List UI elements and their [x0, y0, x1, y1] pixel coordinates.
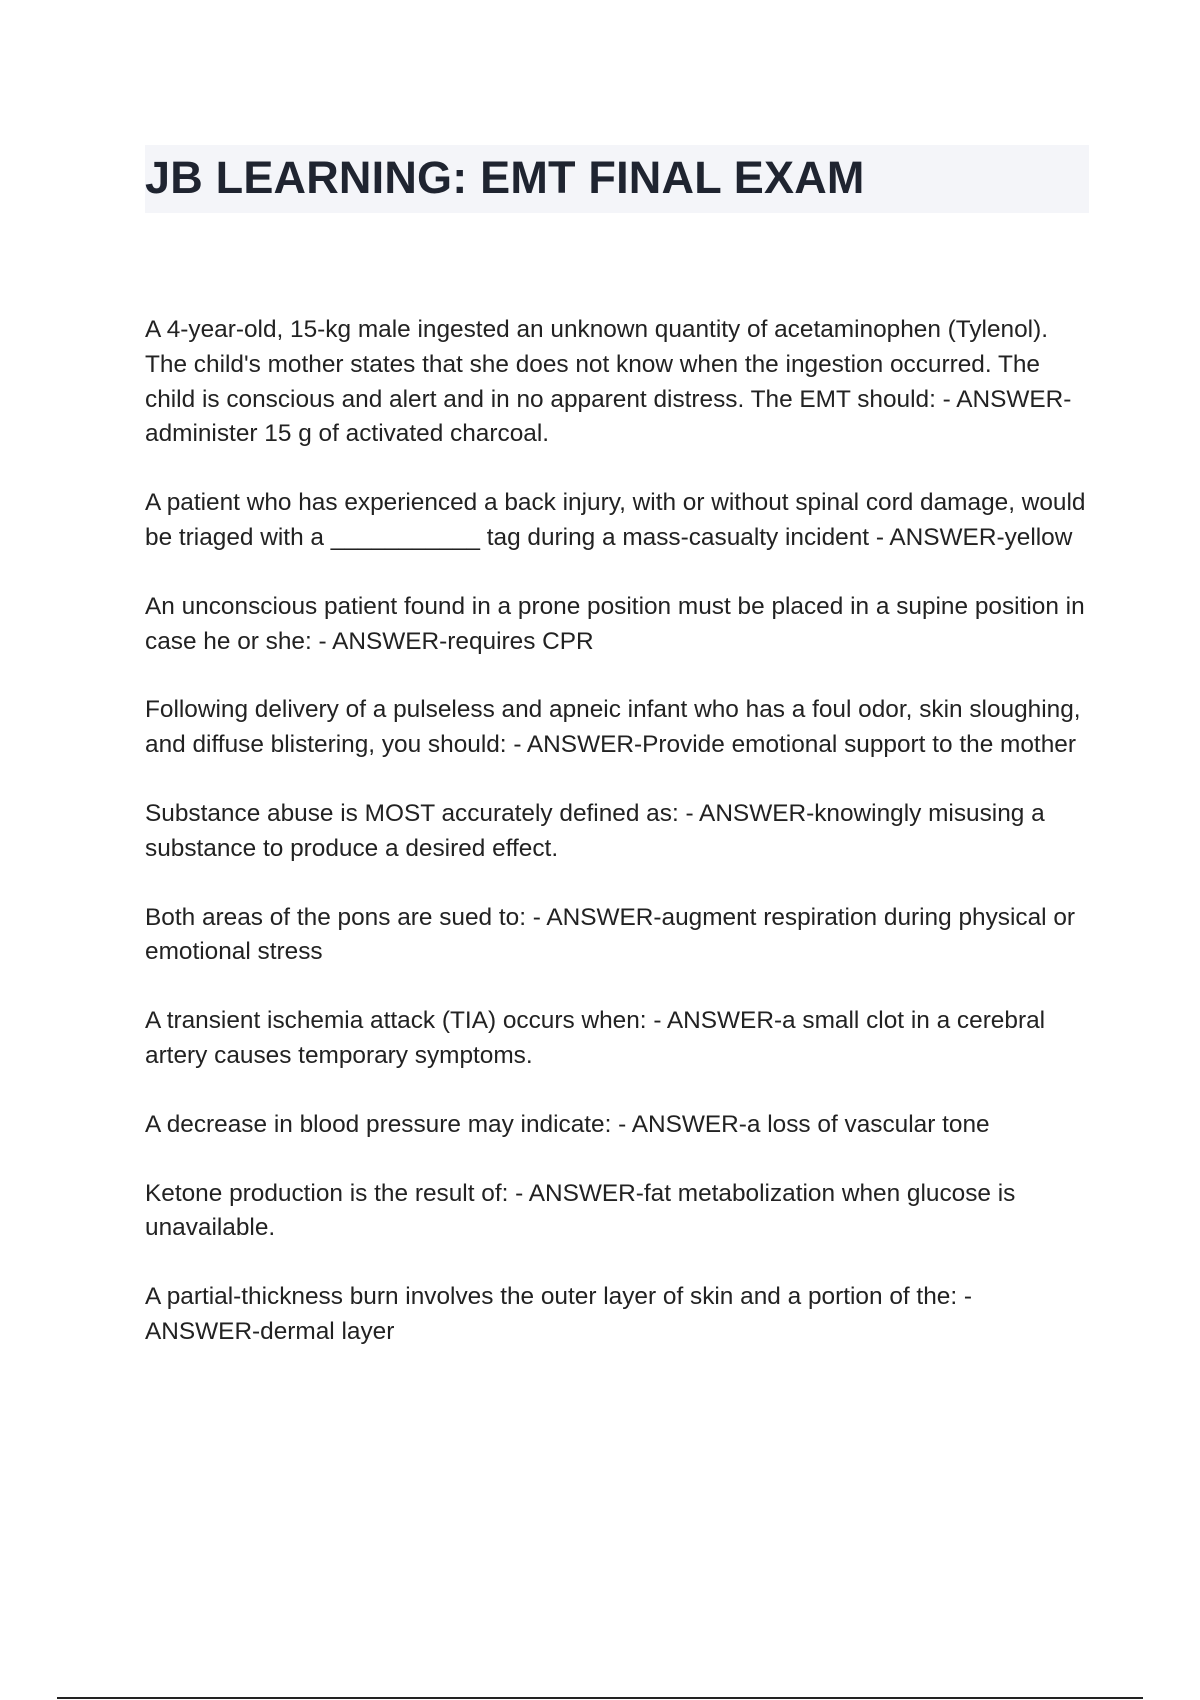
qa-item: A decrease in blood pressure may indicate: - ANSWER-a loss of vascular tone [145, 1110, 990, 1138]
qa-list [145, 313, 1090, 1384]
qa-item: A 4-year-old, 15-kg male ingested an unknown quantity of acetaminophen (Tylenol). The child's mother states that she does not know when the ingestion occurred. The child is conscious and alert and in no apparent distress. The EMT should: - ANSWER-administer 15 g of activated charcoal. [145, 316, 1072, 448]
qa-item: A transient ischemia attack (TIA) occurs when: - ANSWER-a small clot in a cerebral artery causes temporary symptoms. [145, 1007, 1046, 1069]
document-title: JB LEARNING: EMT FINAL EXAM [145, 152, 865, 203]
qa-item: Following delivery of a pulseless and apneic infant who has a foul odor, skin sloughing, and diffuse blistering, you should: - ANSWER-Provide emotional support to the mother [145, 696, 1081, 759]
qa-item: Ketone production is the result of: - ANSWER-fat metabolization when glucose is unavailable. [145, 1179, 1016, 1242]
qa-item: Both areas of the pons are sued to: - ANSWER-augment respiration during physical or emotional stress [145, 903, 1076, 966]
qa-item: An unconscious patient found in a prone position must be placed in a supine position in case he or she: - ANSWER-requires CPR [145, 592, 1085, 655]
qa-item: A partial-thickness burn involves the outer layer of skin and a portion of the: - ANSWER-dermal layer [145, 1283, 973, 1345]
qa-item: Substance abuse is MOST accurately defined as: - ANSWER-knowingly misusing a substance to produce a desired effect. [145, 799, 1045, 862]
qa-item: A patient who has experienced a back injury, with or without spinal cord damage, would be triaged with a ___________ tag during a mass-casualty incident - ANSWER-yellow [145, 489, 1086, 551]
footer-divider [57, 1697, 1143, 1699]
